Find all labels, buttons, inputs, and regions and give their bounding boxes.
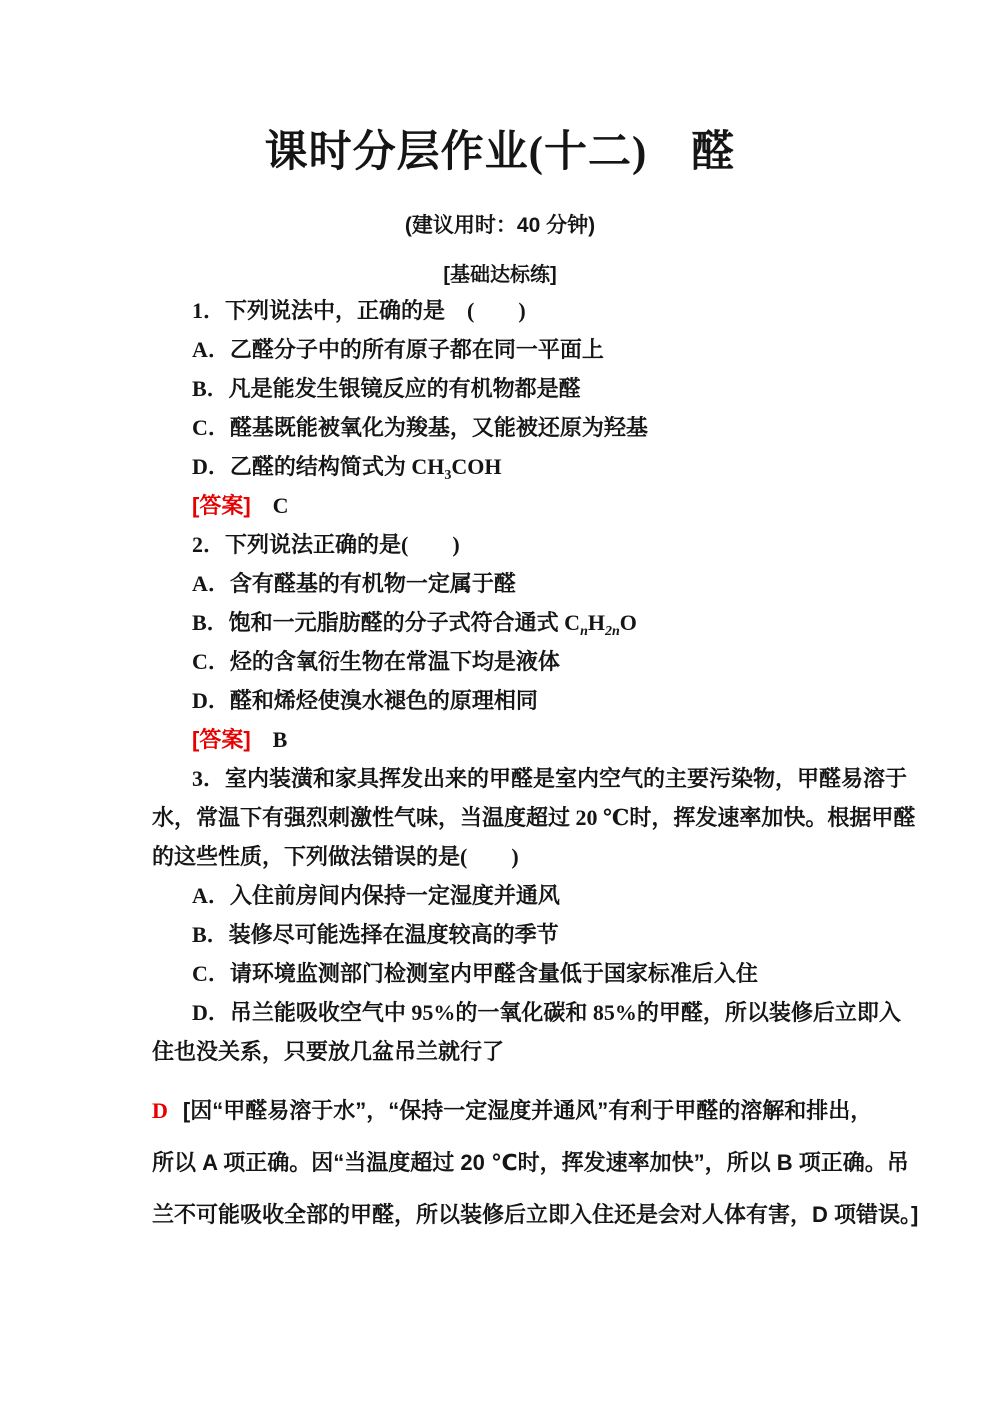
q2-answer-row	[152, 720, 868, 759]
q1-formula-subscript: 3	[444, 468, 452, 483]
q3-option-b: B．装修尽可能选择在温度较高的季节	[192, 922, 559, 947]
q3-answer-explanation	[152, 1085, 919, 1241]
questions-area	[152, 291, 919, 1241]
q2-formula-h: H	[587, 610, 605, 635]
q1-answer-letter: C	[272, 493, 289, 518]
q1-stem: 1．下列说法中，正确的是 ( )	[192, 298, 526, 323]
q3-option-d-line2: 住也没关系，只要放几盆吊兰就行了	[152, 1039, 505, 1064]
q3-option-a: A．入住前房间内保持一定湿度并通风	[192, 883, 560, 908]
section-label: [基础达标练]	[443, 264, 557, 286]
q2-option-a: A．含有醛基的有机物一定属于醛	[192, 571, 516, 596]
q2-option-b-text: B．饱和一元脂肪醛的分子式符合通式 C	[192, 610, 581, 635]
q1-option-d	[152, 447, 868, 486]
q1-answer-label: [答案]	[192, 493, 251, 518]
q3-explanation-line2: 所以 A 项正确。因“当温度超过 20 ℃时，挥发速率加快”，所以 B 项正确。吊	[152, 1150, 909, 1175]
q3-option-c: C．请环境监测部门检测室内甲醛含量低于国家标准后入住	[192, 961, 758, 986]
page-title: 课时分层作业(十二) 醛	[264, 129, 736, 176]
q2-answer-label: [答案]	[192, 727, 251, 752]
q3-stem-line3: 的这些性质，下列做法错误的是( )	[152, 844, 519, 869]
q2-formula-subscript-n: n	[580, 624, 588, 639]
q3-stem-line1: 3．室内装潢和家具挥发出来的甲醛是室内空气的主要污染物，甲醛易溶于	[192, 766, 908, 791]
q1-option-a: A．乙醛分子中的所有原子都在同一平面上	[192, 337, 604, 362]
q2-option-d: D．醛和烯烃使溴水褪色的原理相同	[192, 688, 538, 713]
q1-option-b: B．凡是能发生银镜反应的有机物都是醛	[192, 376, 581, 401]
q3-stem-line2: 水，常温下有强烈刺激性气味，当温度超过 20 ℃时，挥发速率加快。根据甲醛	[152, 805, 916, 830]
q2-formula-o: O	[619, 610, 637, 635]
q2-option-b	[152, 603, 868, 642]
suggested-time-note: (建议用时：40 分钟)	[404, 214, 596, 237]
q2-formula-subscript-2n: 2n	[605, 624, 620, 639]
q2-answer-letter: B	[272, 727, 288, 752]
q3-explanation-line3: 兰不可能吸收全部的甲醛，所以装修后立即入住还是会对人体有害，D 项错误。]	[152, 1202, 919, 1227]
q1-option-d-text: D．乙醛的结构简式为 CH	[192, 454, 445, 479]
q3-answer-letter: D	[152, 1098, 168, 1123]
q1-answer-row	[152, 486, 868, 525]
q1-option-d-suffix: COH	[451, 454, 502, 479]
q3-explanation-line1	[152, 1085, 873, 1137]
q3-explanation-text1: [因“甲醛易溶于水”，“保持一定湿度并通风”有利于甲醛的溶解和排出，	[182, 1098, 873, 1123]
q1-option-c: C．醛基既能被氧化为羧基，又能被还原为羟基	[192, 415, 648, 440]
q2-option-c: C．烃的含氧衍生物在常温下均是液体	[192, 649, 560, 674]
q2-stem: 2．下列说法正确的是( )	[192, 532, 460, 557]
q3-option-d-line1: D．吊兰能吸收空气中 95%的一氧化碳和 85%的甲醛，所以装修后立即入	[192, 1000, 901, 1025]
